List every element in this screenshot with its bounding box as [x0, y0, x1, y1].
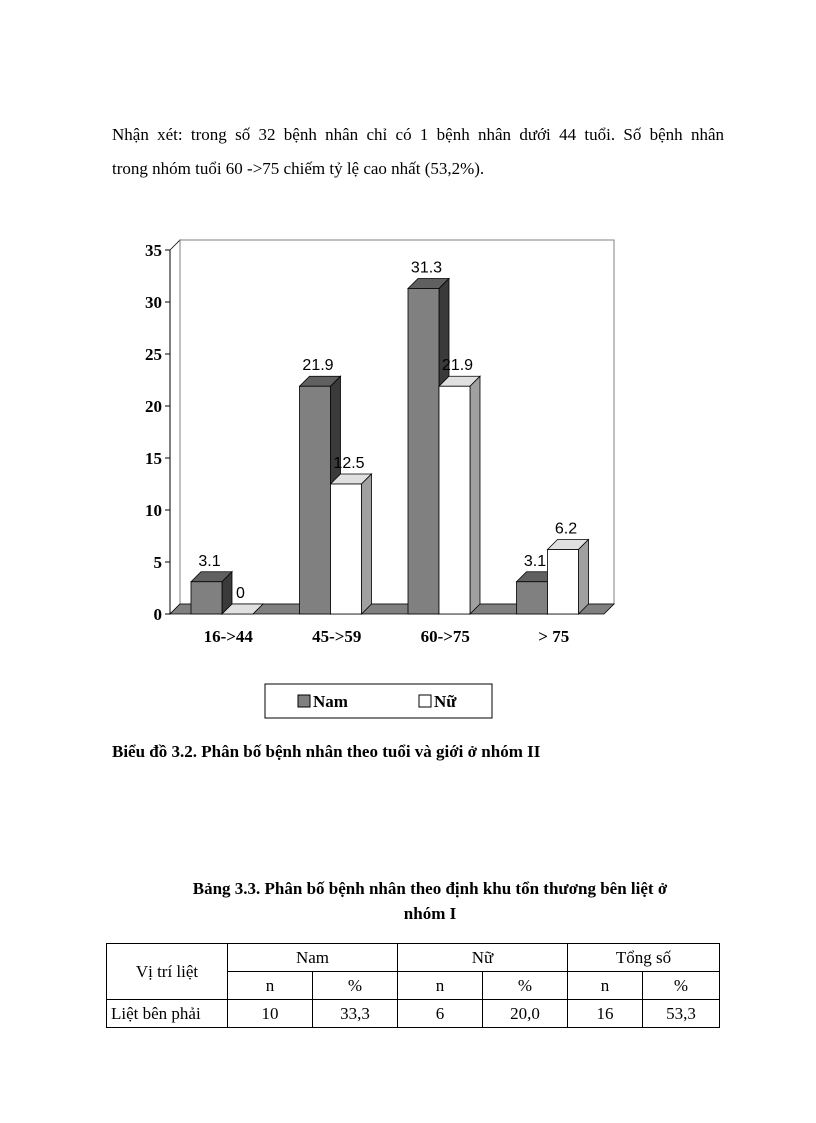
- table-cell: 20,0: [483, 1000, 568, 1028]
- data-label: 6.2: [554, 520, 578, 538]
- y-tick-label: 30: [145, 293, 162, 312]
- y-tick-label: 5: [153, 553, 162, 572]
- data-label: 3.1: [198, 552, 221, 570]
- note-line-1: Nhận xét: trong số 32 bệnh nhân chỉ có 1 bệnh nhân dưới 44 tuổi. Số bệnh nhân: [112, 125, 724, 144]
- y-tick-label: 35: [145, 241, 162, 260]
- y-tick-label: 25: [145, 345, 162, 364]
- header-nu: Nữ: [398, 944, 568, 972]
- table-caption: [150, 876, 710, 926]
- bar-side-face: [362, 474, 372, 614]
- data-label: 21.9: [441, 357, 474, 375]
- table-cell: 6: [398, 1000, 483, 1028]
- note-paragraph: [112, 118, 724, 186]
- y-tick-label: 15: [145, 449, 162, 468]
- data-label: 0: [236, 585, 245, 602]
- row-label: Liệt bên phải: [107, 1000, 228, 1028]
- bar-side-face: [470, 376, 480, 614]
- legend-swatch: [419, 695, 431, 707]
- table-cell: 10: [228, 1000, 313, 1028]
- subheader-n: n: [228, 972, 313, 1000]
- chart-side-wall: [170, 240, 180, 614]
- table-caption-line-1: Bảng 3.3. Phân bố bệnh nhân theo định khu tổn thương bên liệt ở: [192, 879, 668, 898]
- x-tick-label: 16->44: [203, 627, 253, 646]
- table-cell: 33,3: [313, 1000, 398, 1028]
- legend-label: Nữ: [434, 692, 457, 711]
- table-header-row: [107, 944, 720, 972]
- subheader-n: n: [568, 972, 643, 1000]
- x-tick-label: > 75: [538, 627, 570, 646]
- data-label: 3.1: [523, 552, 547, 570]
- bar-side-face: [579, 540, 589, 614]
- header-nam: Nam: [228, 944, 398, 972]
- bar-nam: [517, 582, 548, 614]
- legend-label: Nam: [313, 692, 348, 711]
- data-label: 21.9: [302, 357, 334, 375]
- y-tick-label: 10: [145, 501, 162, 520]
- y-tick-label: 20: [145, 397, 162, 416]
- data-label: 12.5: [333, 455, 365, 472]
- table-caption-line-2: nhóm I: [403, 904, 457, 923]
- legend-swatch: [298, 695, 310, 707]
- bar-nam: [191, 582, 222, 614]
- lesion-location-table: [106, 943, 720, 1028]
- bar-nam: [408, 288, 439, 614]
- age-sex-bar-chart: [130, 230, 650, 730]
- x-tick-label: 45->59: [312, 627, 362, 646]
- table-cell: 16: [568, 1000, 643, 1028]
- x-tick-label: 60->75: [420, 627, 470, 646]
- subheader-percent: %: [483, 972, 568, 1000]
- chart-caption: Biểu đồ 3.2. Phân bố bệnh nhân theo tuổi và giới ở nhóm II: [112, 742, 541, 761]
- y-tick-label: 0: [153, 605, 162, 624]
- table-cell: 53,3: [643, 1000, 720, 1028]
- bar-nam: [300, 386, 331, 614]
- bar-nx: [548, 550, 579, 614]
- bar-nx: [439, 386, 470, 614]
- subheader-percent: %: [313, 972, 398, 1000]
- header-location: Vị trí liệt: [107, 944, 228, 1000]
- note-line-2: trong nhóm tuổi 60 ->75 chiếm tỷ lệ cao nhất (53,2%).: [112, 159, 485, 178]
- subheader-n: n: [398, 972, 483, 1000]
- data-label: 31.3: [410, 259, 443, 277]
- subheader-percent: %: [643, 972, 720, 1000]
- table-row: [107, 1000, 720, 1028]
- header-total: Tổng số: [568, 944, 720, 972]
- bar-nx: [331, 484, 362, 614]
